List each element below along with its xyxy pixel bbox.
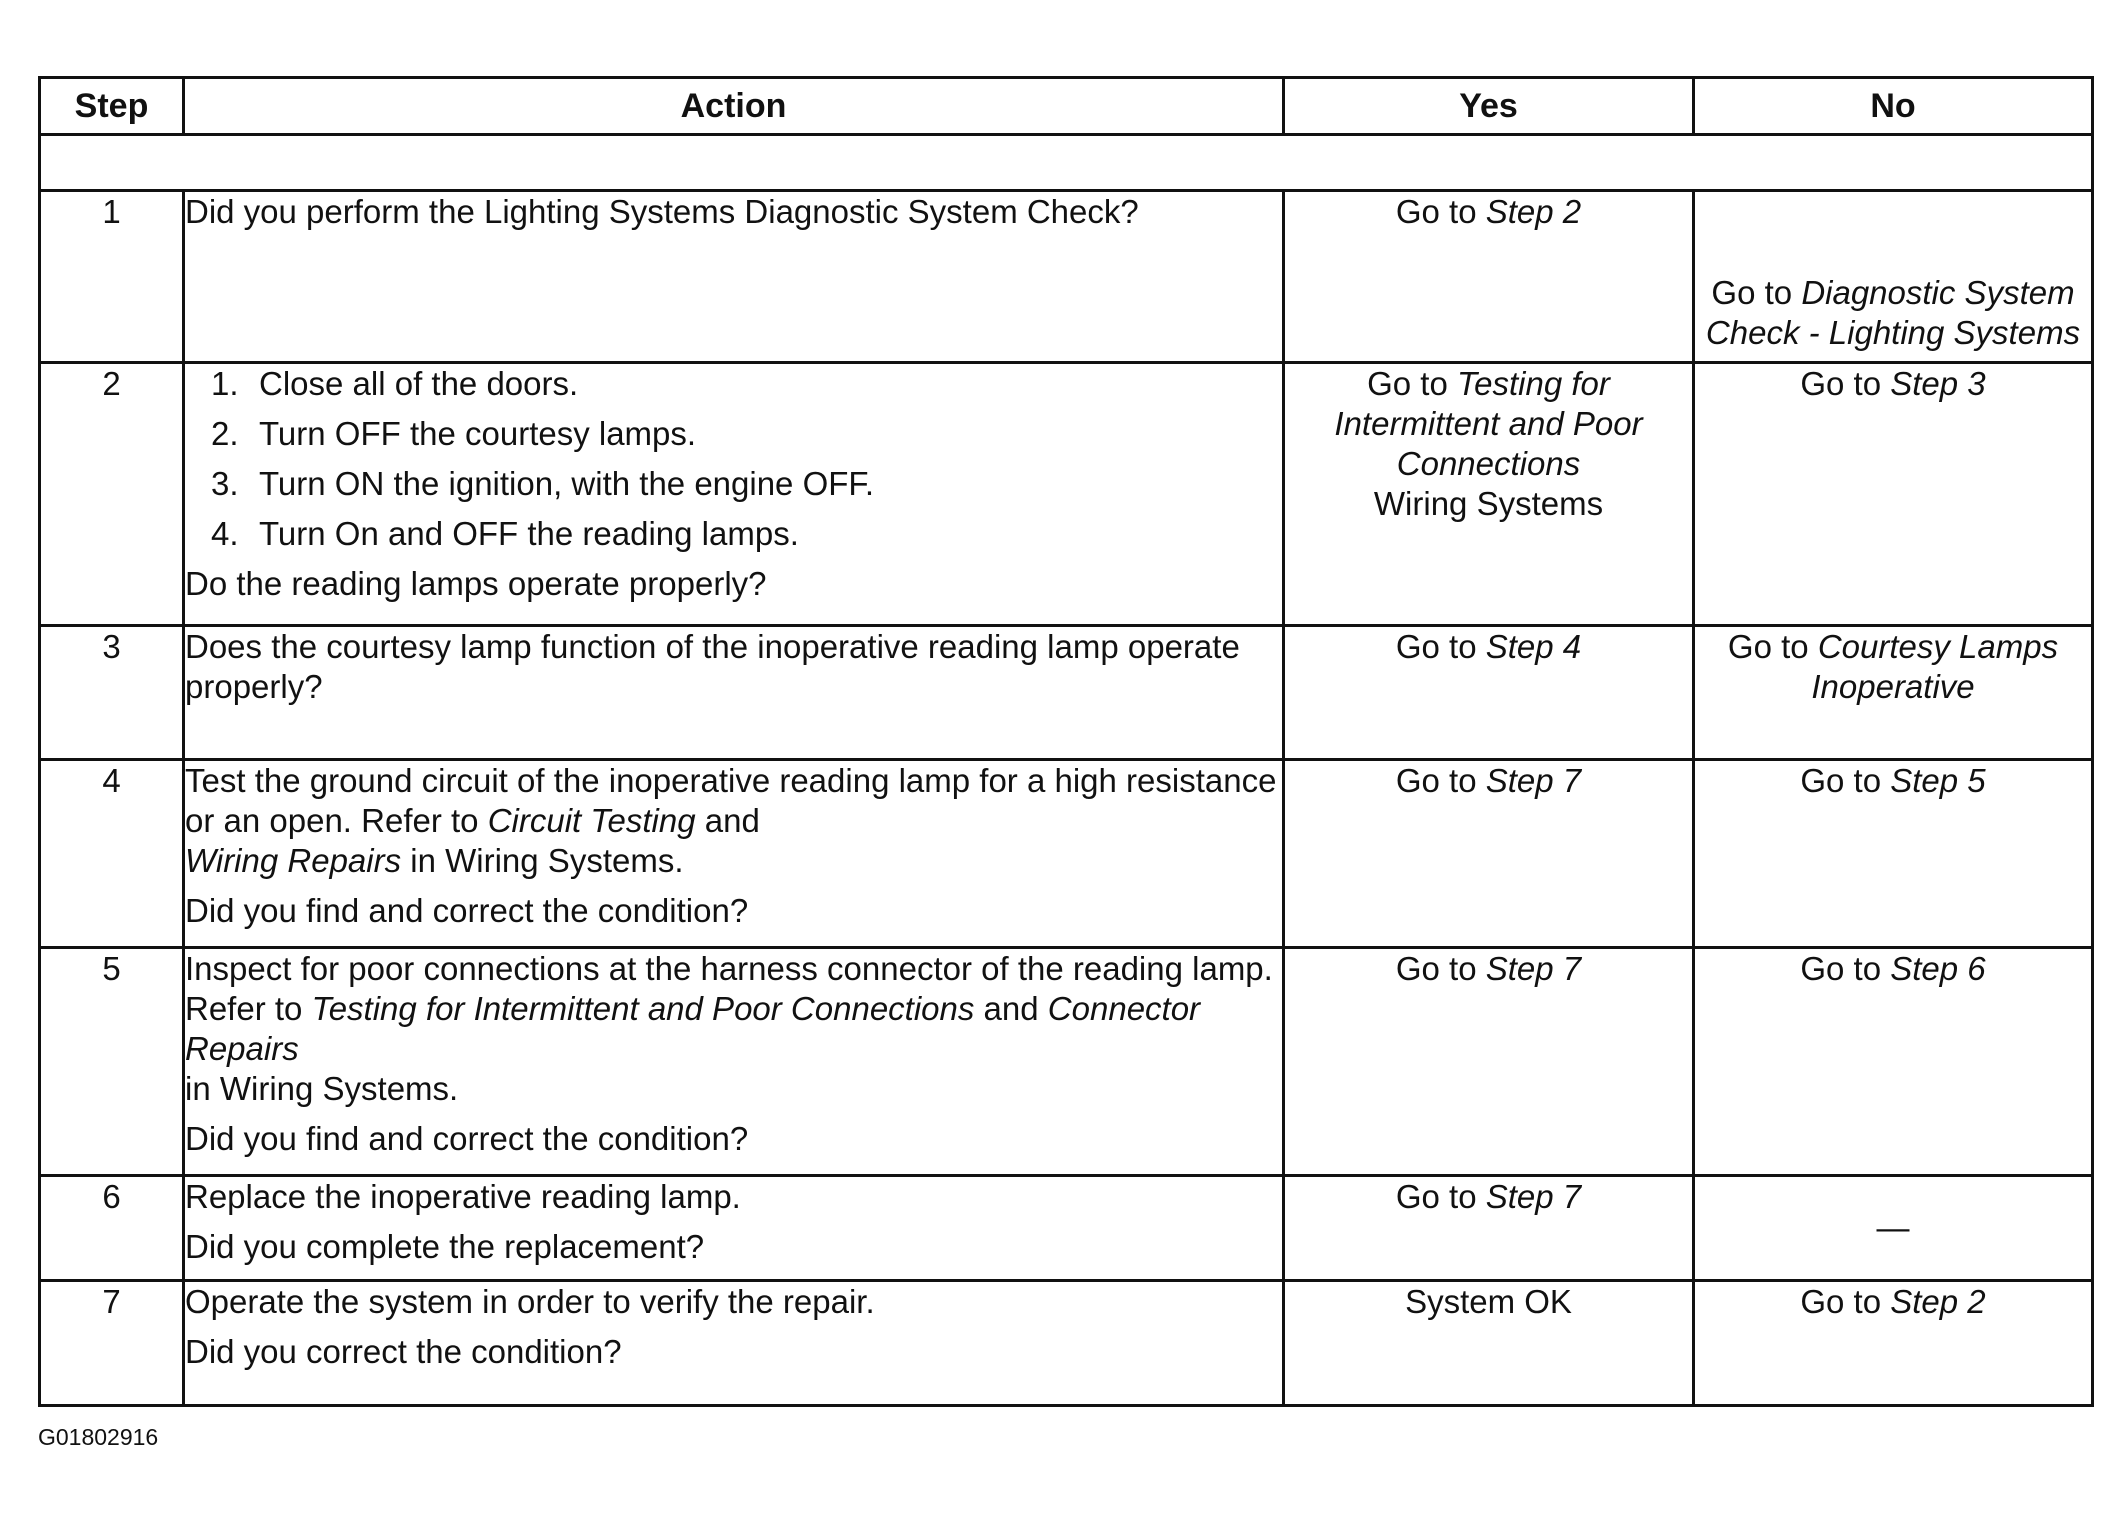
table-row xyxy=(40,1176,2093,1281)
action-text: Inspect for poor connections at the harness connector of the reading lamp. Refer to Testing for Intermittent and Poor Connections and Connector Repairs in Wiring Systems. xyxy=(185,950,1273,1107)
action-text: Test the ground circuit of the inoperative reading lamp for a high resistance or an open. Refer to Circuit Testing and Wiring Repairs in Wiring Systems. xyxy=(185,762,1277,879)
step-reference-link[interactable]: Step 4 xyxy=(1485,628,1582,665)
yes-cell: Go to Step 7 xyxy=(1284,1176,1694,1281)
header-no: No xyxy=(1694,78,2093,135)
header-yes: Yes xyxy=(1284,78,1694,135)
step-number: 7 xyxy=(40,1281,184,1406)
table-row xyxy=(40,948,2093,1176)
action-cell xyxy=(184,626,1284,760)
step-number: 4 xyxy=(40,760,184,948)
list-item: 4. Turn On and OFF the reading lamps. xyxy=(211,515,799,552)
list-item: 3. Turn ON the ignition, with the engine OFF. xyxy=(211,465,875,502)
step-reference-link[interactable]: Step 2 xyxy=(1890,1283,1986,1320)
wiring-repairs-link[interactable]: Wiring Repairs xyxy=(185,842,402,879)
wiring-systems-text: Wiring Systems xyxy=(1373,485,1604,522)
action-steps-list xyxy=(185,364,1282,554)
testing-intermittent-link[interactable]: Testing for Intermittent and Poor Connections xyxy=(311,990,975,1027)
action-question: Did you complete the replacement? xyxy=(185,1228,705,1265)
yes-cell: Go to Testing for Intermittent and Poor Connections Wiring Systems xyxy=(1284,363,1694,626)
circuit-testing-link[interactable]: Circuit Testing xyxy=(487,802,696,839)
action-text: Operate the system in order to verify the repair. xyxy=(185,1283,875,1320)
step-number: 2 xyxy=(40,363,184,626)
step-reference-link[interactable]: Step 7 xyxy=(1485,762,1582,799)
header-row xyxy=(40,78,2093,135)
table-row xyxy=(40,191,2093,363)
action-cell xyxy=(184,191,1284,363)
table-row xyxy=(40,1281,2093,1406)
step-number: 1 xyxy=(40,191,184,363)
no-cell: Go to Diagnostic System Check - Lighting Systems xyxy=(1694,191,2093,363)
step-reference-link[interactable]: Step 7 xyxy=(1485,1178,1582,1215)
action-text: Does the courtesy lamp function of the inoperative reading lamp operate properly? xyxy=(185,628,1240,705)
table-row xyxy=(40,626,2093,760)
step-reference-link[interactable]: Step 6 xyxy=(1890,950,1986,987)
list-item: 2. Turn OFF the courtesy lamps. xyxy=(211,415,697,452)
action-cell xyxy=(184,760,1284,948)
action-question: Did you correct the condition? xyxy=(185,1333,622,1370)
action-cell xyxy=(184,1176,1284,1281)
spacer-row xyxy=(40,135,2093,191)
yes-cell: Go to Step 7 xyxy=(1284,760,1694,948)
no-cell: Go to Step 5 xyxy=(1694,760,2093,948)
connector-repairs-link[interactable]: Connector Repairs xyxy=(185,990,1201,1067)
courtesy-lamps-link[interactable]: Courtesy Lamps Inoperative xyxy=(1811,628,2059,705)
action-question: Do the reading lamps operate properly? xyxy=(185,565,767,602)
no-cell: Go to Step 6 xyxy=(1694,948,2093,1176)
step-number: 6 xyxy=(40,1176,184,1281)
table-row xyxy=(40,760,2093,948)
header-action: Action xyxy=(184,78,1284,135)
yes-cell: Go to Step 2 xyxy=(1284,191,1694,363)
action-cell xyxy=(184,948,1284,1176)
step-number: 3 xyxy=(40,626,184,760)
testing-intermittent-link[interactable]: Testing for Intermittent and Poor Connections xyxy=(1334,365,1643,482)
step-reference-link[interactable]: Step 5 xyxy=(1890,762,1986,799)
step-number: 5 xyxy=(40,948,184,1176)
yes-cell xyxy=(1284,1281,1694,1406)
action-question: Did you find and correct the condition? xyxy=(185,1120,749,1157)
diagnostic-system-check-link[interactable]: Diagnostic System Check - Lighting Systems xyxy=(1705,274,2081,351)
step-reference-link[interactable]: Step 3 xyxy=(1890,365,1986,402)
no-action-dash: — xyxy=(1876,1209,1910,1246)
action-cell xyxy=(184,1281,1284,1406)
step-reference-link[interactable]: Step 2 xyxy=(1485,193,1582,230)
no-cell xyxy=(1694,1176,2093,1281)
table-row xyxy=(40,363,2093,626)
step-reference-link[interactable]: Step 7 xyxy=(1485,950,1582,987)
action-text: Did you perform the Lighting Systems Diagnostic System Check? xyxy=(185,193,1139,230)
yes-cell: Go to Step 7 xyxy=(1284,948,1694,1176)
header-step: Step xyxy=(40,78,184,135)
figure-id: G01802916 xyxy=(38,1424,159,1450)
no-cell: Go to Courtesy Lamps Inoperative xyxy=(1694,626,2093,760)
action-question: Did you find and correct the condition? xyxy=(185,892,749,929)
diagnostic-table xyxy=(38,76,2094,1407)
list-item: 1. Close all of the doors. xyxy=(211,365,579,402)
no-cell: Go to Step 3 xyxy=(1694,363,2093,626)
system-ok-text: System OK xyxy=(1405,1283,1572,1320)
action-text: Replace the inoperative reading lamp. xyxy=(185,1178,741,1215)
yes-cell: Go to Step 4 xyxy=(1284,626,1694,760)
action-cell xyxy=(184,363,1284,626)
no-cell: Go to Step 2 xyxy=(1694,1281,2093,1406)
